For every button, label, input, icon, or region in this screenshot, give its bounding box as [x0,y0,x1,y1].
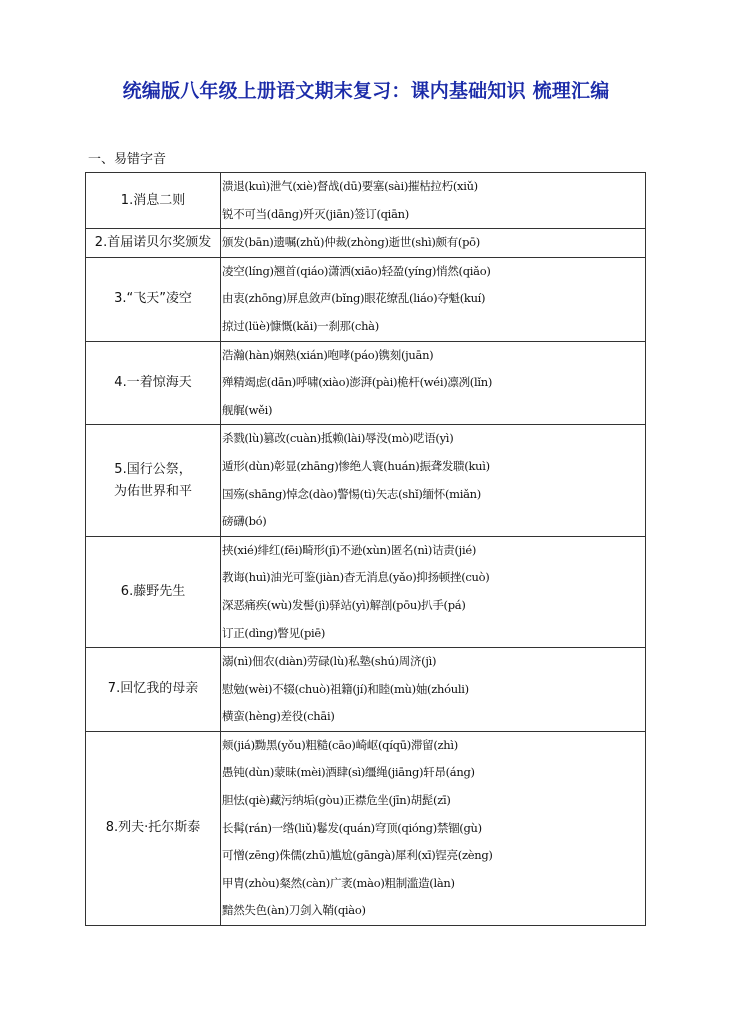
word-line: 殚精竭虑(dān)呼啸(xiào)澎湃(pài)桅杆(wéi)凛冽(lǐn) [222,375,493,390]
word-line: 订正(dìng)瞥见(piē) [222,625,326,640]
words-cell [221,425,646,536]
lesson-cell [86,648,221,732]
lesson-cell [86,229,221,258]
word-line: 挟(xié)绯红(fēi)畸形(jī)不逊(xùn)匿名(nì)诘责(jié) [222,542,477,557]
word-line: 教诲(huì)油光可鉴(jiàn)杳无消息(yǎo)抑扬顿挫(cuò) [222,570,490,585]
words-cell [221,173,646,229]
word-line: 深恶痛疾(wù)发髻(jì)驿站(yì)解剖(pōu)扒手(pá) [222,597,466,612]
table-row [86,341,646,425]
lesson-title: 4.一着惊海天 [114,374,192,390]
word-line: 颁发(bān)遗嘱(zhǔ)仲裁(zhòng)逝世(shì)颇有(pō) [222,235,480,250]
word-line: 磅礴(bó) [222,514,267,529]
words-cell [221,536,646,647]
words-cell [221,648,646,732]
table-row [86,731,646,925]
word-line: 凌空(líng)翘首(qiáo)潇洒(xiāo)轻盈(yíng)悄然(qiǎo) [222,263,491,278]
lesson-title: 8.列夫·托尔斯泰 [105,820,201,836]
word-line: 杀戮(lù)篡改(cuàn)抵赖(lài)辱没(mò)呓语(yì) [222,431,454,446]
lesson-cell [86,731,221,925]
pronunciation-table [85,172,646,926]
word-line: 胆怯(qiè)藏污纳垢(gòu)正襟危坐(jīn)胡髭(zī) [222,793,451,808]
word-line: 横蛮(hèng)差役(chāi) [222,709,335,724]
words-cell [221,257,646,341]
word-line: 颊(jiá)黝黑(yǒu)粗糙(cāo)崎岖(qíqū)滞留(zhì) [222,737,458,752]
word-line: 舰艉(wěi) [222,402,273,417]
word-line: 浩瀚(hàn)娴熟(xián)咆哮(páo)镌刻(juān) [222,347,434,362]
lesson-cell [86,173,221,229]
lesson-title: 为佑世界和平 [113,483,192,499]
word-line: 由衷(zhōng)屏息敛声(bǐng)眼花缭乱(liáo)夺魁(kuí) [222,291,486,306]
lesson-title: 7.回忆我的母亲 [107,681,199,697]
words-cell [221,731,646,925]
word-line: 溃退(kuì)泄气(xiè)督战(dū)要塞(sài)摧枯拉朽(xiǔ) [222,179,478,193]
word-line: 遁形(dùn)彰显(zhāng)惨绝人寰(huán)振聋发聩(kuì) [222,458,490,473]
lesson-title: 1.消息二则 [120,192,186,208]
word-line: 长髯(rán)一绺(liǔ)鬈发(quán)穹顶(qióng)禁锢(gù) [222,820,482,835]
table-row [86,257,646,341]
lesson-title: 5.国行公祭， [114,461,192,477]
words-cell [221,341,646,425]
lesson-cell [86,425,221,536]
table-row [86,229,646,258]
document-title: 统编版八年级上册语文期末复习：课内基础知识 梳理汇编 [122,80,610,102]
word-line: 锐不可当(dāng)歼灭(jiān)签订(qiān) [222,206,409,221]
lesson-cell [86,257,221,341]
lesson-title: 2.首届诺贝尔奖颁发 [94,234,212,250]
table-row [86,648,646,732]
word-line: 愚钝(dùn)蒙昧(mèi)酒肆(sì)缰绳(jiāng)轩昂(áng) [222,765,475,780]
word-line: 慰勉(wèi)不辍(chuò)祖籍(jí)和睦(mù)妯(zhóuli) [222,681,469,696]
word-line: 国殇(shāng)悼念(dào)警惕(tì)矢志(shǐ)缅怀(miǎn) [222,486,481,501]
word-line: 黯然失色(àn)刀剑入鞘(qiào) [222,903,366,918]
words-cell [221,229,646,258]
table-row [86,173,646,229]
lesson-title: 6.藤野先生 [120,583,186,599]
lesson-cell [86,536,221,647]
table-row [86,536,646,647]
word-line: 掠过(lüè)慷慨(kǎi)一刹那(chà) [222,318,379,333]
section-heading: 一、易错字音 [88,152,167,167]
word-line: 甲胄(zhòu)粲然(càn)广袤(mào)粗制滥造(làn) [222,875,455,890]
lesson-cell [86,341,221,425]
word-line: 溺(nì)佃农(diàn)劳碌(lù)私塾(shú)周济(jì) [222,654,437,669]
lesson-title: 3.“飞天”凌空 [114,291,192,307]
table-row [86,425,646,536]
word-line: 可憎(zēng)侏儒(zhū)尴尬(gāngà)犀利(xī)锃亮(zèng) [222,848,493,863]
